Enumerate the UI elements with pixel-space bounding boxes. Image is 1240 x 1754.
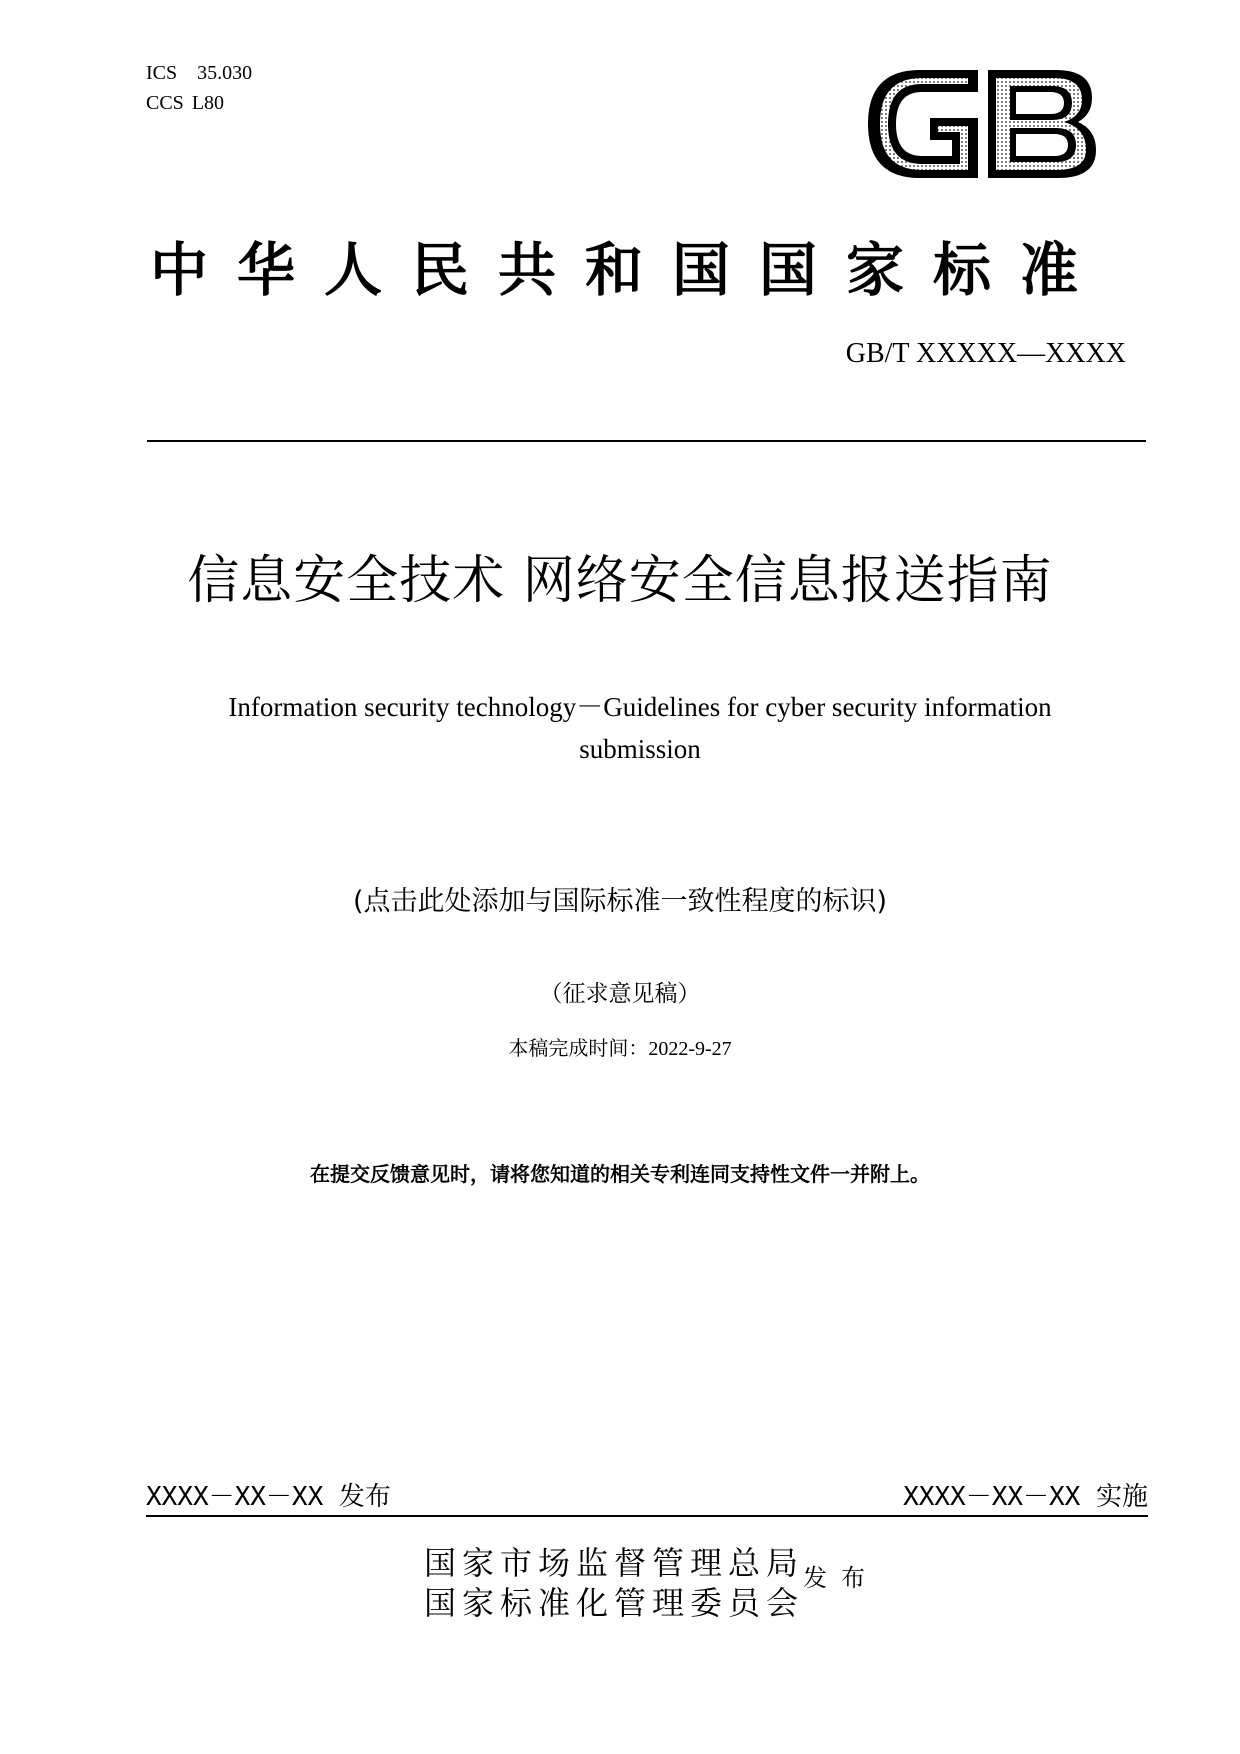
ccs-value: L80	[191, 92, 225, 114]
top-divider	[147, 440, 1146, 442]
national-standard-heading: 中华人民共和国国家标准	[150, 236, 1108, 304]
classification-codes	[146, 58, 252, 118]
issue-action: 发布	[803, 1564, 879, 1592]
implementation-date	[903, 1480, 1148, 1514]
gb-logo	[860, 60, 1100, 188]
implementation-date-label: 实施	[1095, 1482, 1148, 1512]
ics-code	[146, 58, 252, 88]
standard-number: GB/T XXXXX—XXXX	[845, 338, 1126, 369]
issue-date-label: 发布	[338, 1482, 391, 1512]
issuer-line-1: 国家市场监督管理总局	[424, 1544, 805, 1582]
completion-label: 本稿完成时间：	[508, 1036, 649, 1060]
ics-value: 35.030	[197, 62, 253, 84]
consistency-placeholder[interactable]: (点击此处添加与国际标准一致性程度的标识)	[352, 886, 888, 917]
issue-date	[146, 1480, 391, 1514]
completion-date	[0, 1034, 1240, 1063]
gb-logo-icon	[860, 60, 1100, 188]
ics-label: ICS	[146, 62, 178, 84]
issue-date-value: XXXX－XX－XX	[146, 1482, 324, 1512]
issuer-line-2: 国家标准化管理委员会	[424, 1584, 805, 1622]
issuing-bodies	[424, 1543, 804, 1623]
patent-note: 在提交反馈意见时，请将您知道的相关专利连同支持性文件一并附上。	[310, 1162, 930, 1186]
ccs-code	[146, 88, 252, 118]
ccs-label: CCS	[146, 92, 184, 114]
draft-status: （征求意见稿）	[539, 981, 701, 1007]
document-title-english: Information security technology－Guidelines for cyber security information submission	[228, 692, 1052, 764]
bottom-divider	[146, 1515, 1148, 1517]
document-title-chinese: 信息安全技术 网络安全信息报送指南	[187, 551, 1053, 611]
implementation-date-value: XXXX－XX－XX	[903, 1482, 1081, 1512]
completion-value: 2022-9-27	[648, 1038, 732, 1060]
